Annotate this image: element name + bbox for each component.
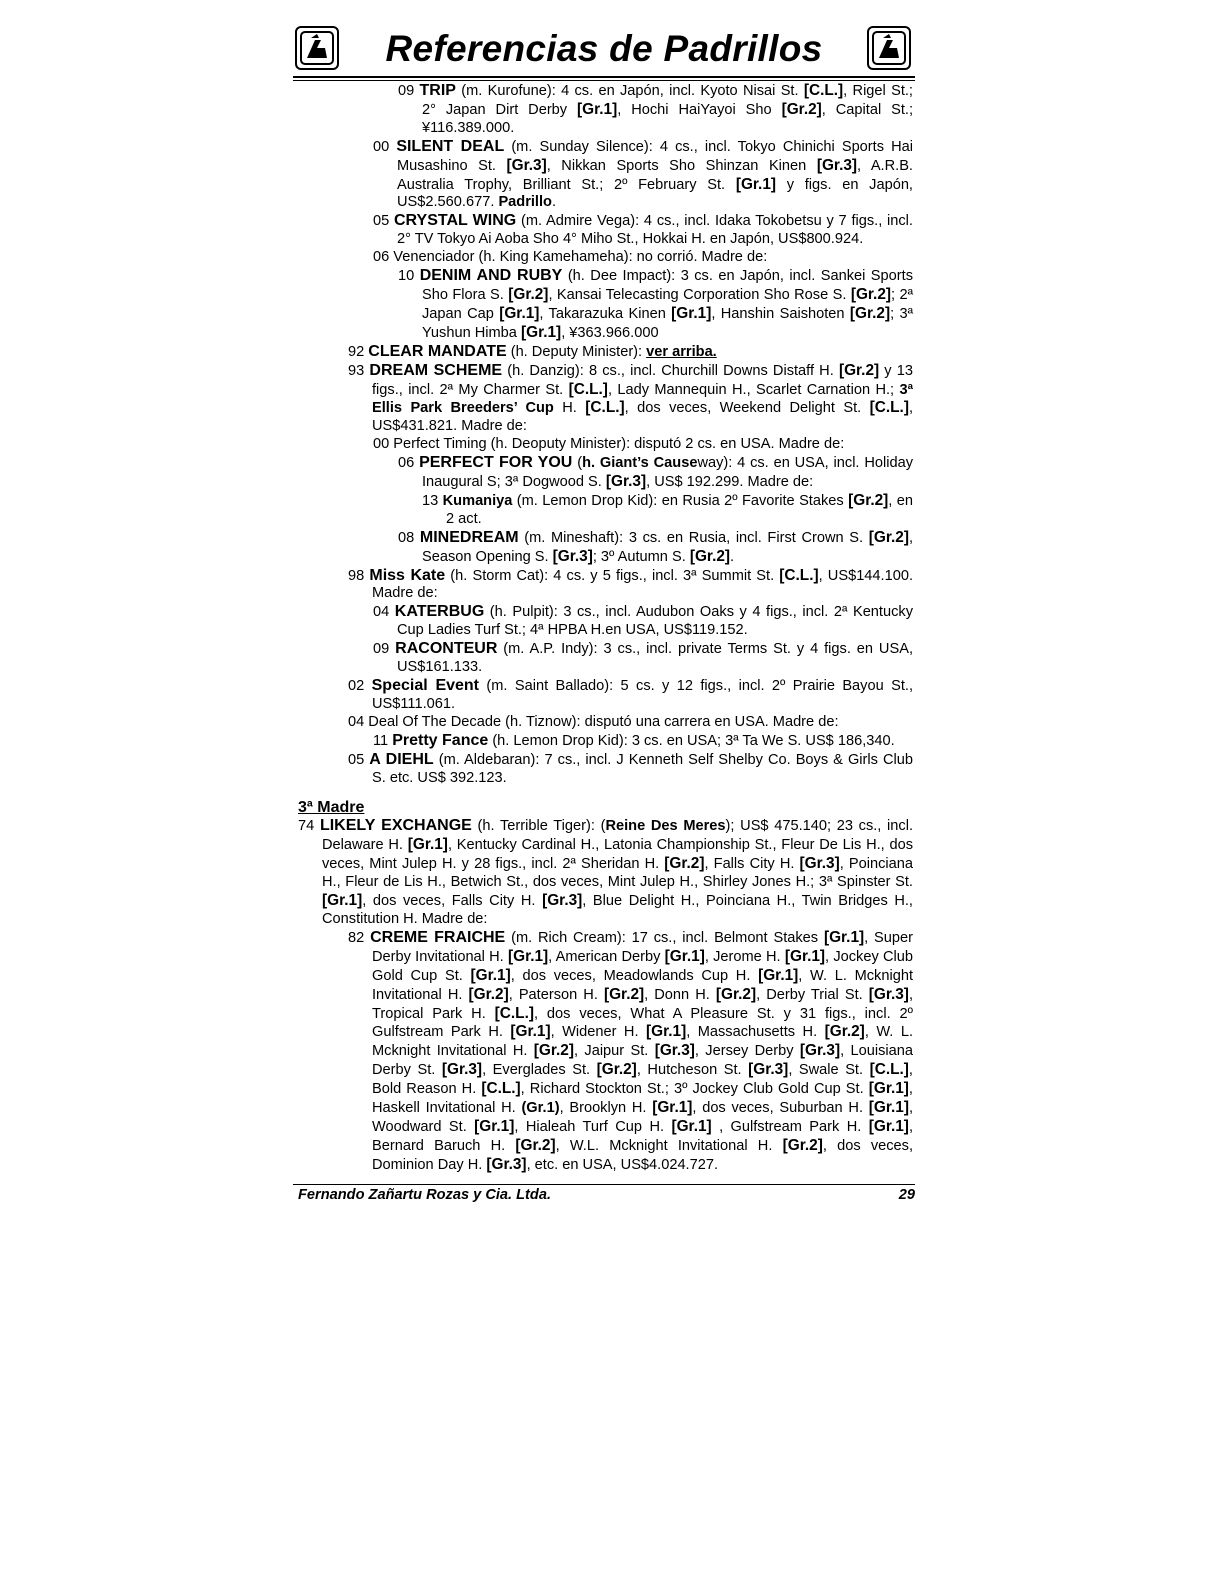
race-grade: [C.L.] (779, 566, 819, 584)
race-grade: [Gr.3] (605, 473, 647, 491)
horse-name: PERFECT FOR YOU (419, 454, 573, 472)
entry-text: , Blue Delight H., Poinciana H., Twin Bridges H., Constitution H. Madre de: (322, 893, 913, 927)
race-grade: [Gr.2] (508, 285, 549, 303)
entry-text: . (730, 548, 735, 565)
pedigree-entry (298, 603, 913, 640)
entry-text: , Bold Reason H. (372, 1062, 913, 1098)
race-grade: [Gr.3] (868, 985, 909, 1003)
entry-text: , Kentucky Cardinal H., Latonia Championship St., Fleur De Lis H., dos veces, Mint Julep H. y 28 figs., incl. 2ª Sheridan H. (322, 837, 913, 873)
race-grade: [Gr.1] (652, 1099, 693, 1117)
race-grade: [Gr.2] (850, 285, 892, 303)
entry-text: ); US$ 475.140; 23 cs., incl. Delaware H. (322, 818, 914, 854)
pedigree-list (298, 82, 913, 787)
race-grade: [Gr.1] (671, 304, 712, 322)
race-grade: [Gr.1] (407, 836, 448, 854)
entry-text: , dos veces, Meadowlands Cup H. (510, 967, 759, 984)
entry-text: , Hochi HaiYayoi Sho (617, 101, 782, 118)
entry-text: , Super Derby Invitational H. (372, 929, 913, 965)
entry-text: , Takarazuka Kinen (539, 305, 672, 322)
pedigree-entry (298, 677, 913, 714)
pedigree-entry (298, 249, 913, 267)
pedigree-entry (298, 343, 913, 362)
entry-text: , Tropical Park H. (372, 986, 913, 1022)
race-grade: [Gr.2] (596, 1061, 637, 1079)
entry-text: , Jockey Club Gold Cup St. (372, 948, 913, 984)
entry-text: (m. Mineshaft): 3 cs. en Rusia, incl. First Crown S. (518, 529, 869, 546)
entry-text: , dos veces, What A Pleasure St. y 31 figs., incl. 2º Gulfstream Park H. (372, 1005, 913, 1041)
page-header (293, 20, 915, 82)
race-grade: [C.L.] (568, 380, 608, 398)
race-grade: [Gr.2] (838, 361, 880, 379)
race-grade: [Gr.1] (507, 947, 549, 965)
footer-company: Fernando Zañartu Rozas y Cia. Ltda. (298, 1187, 551, 1203)
entry-year: 06 (373, 249, 394, 266)
entry-text: y 13 figs., incl. 2ª My Charmer St. (372, 362, 913, 398)
entry-text: , Brooklyn H. (559, 1100, 653, 1117)
race-grade: [C.L.] (585, 399, 625, 417)
entry-text: , dos veces, Weekend Delight St. (624, 400, 870, 417)
entry-text: , Bernard Baruch H. (372, 1118, 913, 1154)
entry-text: , dos veces, Falls City H. (362, 893, 543, 910)
race-grade: [Gr.3] (748, 1061, 789, 1079)
entry-text: (m. Admire Vega): 4 cs., incl. Idaka Tokobetsu y 7 figs., incl. 2° TV Tokyo Ai Aoba Sho 4° Miho St., Hokkai H. en Japón, US$800.924. (397, 213, 913, 248)
pedigree-entry (298, 732, 913, 751)
entry-text: (m. Saint Ballado): 5 cs. y 12 figs., incl. 2º Prairie Bayou St., US$111.061. (372, 678, 913, 712)
entry-text: , Widener H. (550, 1024, 646, 1041)
race-grade: [C.L.] (803, 82, 844, 99)
entry-year: 00 (373, 138, 397, 155)
entry-text: (h. Pulpit): 3 cs., incl. Audubon Oaks y 4 figs., incl. 2ª Kentucky Cup Ladies Turf St.; 4ª HPBA H.en USA, US$119.152. (397, 604, 913, 639)
footer-rule (293, 1184, 915, 1185)
pedigree-entry (298, 492, 913, 529)
race-grade: [Gr.2] (515, 1136, 556, 1154)
entry-year: 06 (398, 455, 420, 472)
entry-text: (m. Lemon Drop Kid): en Rusia 2º Favorite Stakes (512, 492, 849, 509)
entry-text: , dos veces, Dominion Day H. (372, 1137, 913, 1173)
race-grade: [Gr.1] (671, 1117, 712, 1135)
entry-text: , Haskell Invitational H. (372, 1081, 913, 1117)
race-grade: [Gr.3] (654, 1042, 695, 1060)
pedigree-entry (298, 714, 913, 732)
race-grade: [Gr.2] (781, 100, 822, 118)
race-grade: [Gr.1] (499, 304, 540, 322)
entry-text: , US$ 192.299. Madre de: (646, 474, 814, 491)
entry-text: , Jersey Derby (694, 1043, 800, 1060)
entry-text: , W. L. Mcknight Invitational H. (372, 1024, 914, 1060)
entry-text: , Hanshin Saishoten (711, 305, 850, 322)
race-grade: [Gr.2] (603, 985, 645, 1003)
document-body (298, 82, 913, 1175)
horse-name: DREAM SCHEME (369, 361, 503, 379)
race-grade: [Gr.2] (689, 547, 731, 565)
race-grade: [Gr.1] (735, 175, 777, 193)
entry-text: , Richard Stockton St.; 3º Jockey Club Gold Cup St. (520, 1081, 869, 1098)
entry-text: ver arriba. (646, 343, 717, 360)
entry-text: , Hutcheson St. (636, 1062, 749, 1079)
pedigree-entry (298, 454, 913, 492)
pedigree-entry (298, 640, 913, 677)
race-grade: [C.L.] (494, 1004, 534, 1022)
entry-text: , etc. en USA, US$4.024.727. (526, 1156, 719, 1173)
page-title: Referencias de Padrillos (385, 28, 823, 69)
race-grade: [Gr.3] (542, 892, 583, 910)
entry-year: 92 (348, 343, 369, 360)
pedigree-list (298, 817, 913, 1174)
entry-text: (h. Terrible Tiger): ( (471, 818, 606, 835)
entry-year: 04 (373, 604, 395, 621)
entry-year: 98 (348, 567, 370, 584)
entry-text: , Woodward St. (372, 1100, 914, 1135)
race-grade: [Gr.3] (506, 156, 547, 174)
entry-text: h. Giant’s Cause (582, 455, 698, 472)
entry-text: Deal Of The Decade (h. Tiznow): disputó una carrera en USA. Madre de: (368, 713, 839, 730)
race-grade: [Gr.1] (322, 892, 363, 910)
horse-name: A DIEHL (369, 750, 434, 768)
horse-name: SILENT DEAL (396, 137, 505, 155)
race-grade: [Gr.1] (474, 1117, 515, 1135)
race-grade: [Gr.2] (533, 1042, 574, 1060)
race-grade: [Gr.1] (784, 947, 826, 965)
entry-text: (m. Rich Cream): 17 cs., incl. Belmont Stakes (505, 929, 824, 946)
horse-name: CRYSTAL WING (394, 212, 517, 230)
entry-text: , Louisiana Derby St. (372, 1043, 913, 1079)
pedigree-entry (298, 751, 913, 788)
entry-text: , Kansai Telecasting Corporation Sho Rose S. (548, 286, 851, 303)
entry-text: , Capital St.; ¥116.389.000. (422, 101, 914, 136)
pedigree-entry (298, 138, 913, 213)
race-grade: [Gr.2] (468, 985, 509, 1003)
pedigree-entry (298, 436, 913, 454)
entry-text: , Donn H. (644, 986, 716, 1003)
entry-text: , Gulfstream Park H. (711, 1118, 869, 1135)
horse-name: Pretty Fance (392, 731, 489, 749)
entry-text: , Jerome H. (704, 948, 785, 965)
entry-text: , Falls City H. (704, 856, 800, 873)
entry-year: 02 (348, 678, 372, 694)
race-grade: [Gr.3] (441, 1061, 483, 1079)
entry-text: , Massachusetts H. (686, 1024, 825, 1041)
entry-text: , US$431.821. Madre de: (372, 400, 914, 435)
entry-year: 74 (298, 818, 320, 835)
entry-text: , Nikkan Sports Sho Shinzan Kinen (546, 157, 817, 174)
entry-text: . (551, 194, 557, 211)
entry-text: ; 3ª Yushun Himba (422, 305, 913, 341)
race-grade: [Gr.1] (758, 966, 799, 984)
entry-text: H. (553, 400, 586, 417)
race-grade: [Gr.2] (848, 491, 889, 509)
entry-text: Venenciador (h. King Kamehameha): no corrió. Madre de: (393, 249, 768, 266)
horse-name: CREME FRAICHE (370, 928, 506, 946)
entry-text: , dos veces, Suburban H. (692, 1100, 869, 1117)
entry-text: , Lady Mannequin H., Scarlet Carnation H.; (607, 381, 900, 398)
entry-text: , ¥363.966.000 (561, 324, 659, 341)
race-grade: [Gr.3] (816, 156, 858, 174)
entry-text: Reine Des Meres (605, 818, 726, 835)
entry-year: 05 (348, 751, 370, 768)
entry-text: (h. Dee Impact): 3 cs. en Japón, incl. Sankei Sports Sho Flora S. (422, 268, 913, 303)
race-grade: [Gr.1] (868, 1117, 909, 1135)
race-grade: [Gr.3] (799, 1042, 841, 1060)
entry-text: (h. Danzig): 8 cs., incl. Churchill Downs Distaff H. (502, 362, 839, 379)
entry-text: , Derby Trial St. (756, 986, 869, 1003)
race-grade: [C.L.] (869, 399, 909, 417)
section-title: 3ª Madre (298, 799, 365, 817)
entry-text: (m. Sunday Silence): 4 cs., incl. Tokyo Chinichi Sports Hai Musashino St. (397, 138, 913, 174)
entry-text: (m. A.P. Indy): 3 cs., incl. private Terms St. y 4 figs. en USA, US$161.133. (397, 641, 913, 676)
entry-text: (Gr.1) (521, 1100, 560, 1117)
entry-text: Padrillo (498, 194, 552, 211)
race-grade: [Gr.2] (782, 1136, 823, 1154)
pedigree-entry (298, 929, 913, 1175)
entry-text: (h. Deputy Minister): (506, 343, 647, 360)
horse-name: RACONTEUR (395, 640, 498, 658)
entry-text: y figs. en Japón, US$2.560.677. (397, 176, 913, 211)
race-grade: [Gr.3] (799, 855, 840, 873)
entry-year: 82 (348, 929, 371, 946)
entry-text: , W. L. Mcknight Invitational H. (372, 967, 914, 1003)
entry-year: 00 (373, 436, 394, 453)
entry-year: 05 (373, 213, 394, 230)
entry-text: (m. Aldebaran): 7 cs., incl. J Kenneth Self Shelby Co. Boys & Girls Club S. etc. US$ 392.123. (372, 751, 913, 786)
entry-year: 11 (373, 732, 393, 749)
horse-name: Special Event (371, 677, 480, 694)
pedigree-entry (298, 362, 913, 437)
race-grade: [Gr.3] (486, 1155, 527, 1173)
entry-year: 93 (348, 362, 370, 379)
entry-text: , Hialeah Turf Cup H. (514, 1118, 672, 1135)
entry-text: , Season Opening S. (422, 529, 914, 565)
entry-year: 13 (422, 492, 443, 509)
horse-name: KATERBUG (394, 603, 485, 621)
race-grade: [Gr.1] (577, 100, 618, 118)
entry-text: ; 2ª Japan Cap (422, 286, 913, 322)
horse-name: TRIP (419, 82, 456, 99)
race-grade: [Gr.1] (646, 1023, 687, 1041)
entry-year: 08 (398, 529, 420, 546)
entry-text: ( (572, 455, 583, 472)
entry-year: 09 (373, 641, 396, 658)
horse-name: CLEAR MANDATE (368, 342, 507, 360)
entry-year: 04 (348, 713, 369, 730)
pedigree-entry (298, 212, 913, 249)
entry-text: (h. Storm Cat): 4 cs. y 5 figs., incl. 3ª Summit St. (445, 567, 780, 584)
entry-text: , Swale St. (788, 1062, 870, 1079)
race-grade: [C.L.] (481, 1080, 521, 1098)
entry-text: ; 3º Autumn S. (592, 548, 690, 565)
race-grade: [Gr.3] (552, 547, 593, 565)
horse-name: Miss Kate (369, 566, 446, 584)
entry-text: , en 2 act. (446, 492, 913, 527)
entry-year: 09 (398, 83, 420, 99)
horse-logo-icon (867, 26, 911, 70)
horse-name: LIKELY EXCHANGE (319, 817, 472, 835)
entry-text: , Paterson H. (508, 986, 604, 1003)
entry-text: , Everglades St. (482, 1062, 597, 1079)
pedigree-entry (298, 817, 913, 928)
entry-text: (h. Lemon Drop Kid): 3 cs. en USA; 3ª Ta We S. US$ 186,340. (488, 732, 895, 749)
entry-text: , W.L. Mcknight Invitational H. (555, 1137, 783, 1154)
entry-year: 10 (398, 268, 420, 285)
race-grade: [Gr.1] (664, 947, 705, 965)
page-number: 29 (898, 1187, 915, 1203)
race-grade: [Gr.2] (715, 985, 757, 1003)
header-rule (293, 80, 915, 81)
horse-name: MINEDREAM (419, 528, 519, 546)
entry-text: Perfect Timing (h. Deoputy Minister): disputó 2 cs. en USA. Madre de: (393, 436, 845, 453)
entry-text: , Rigel St.; 2° Japan Dirt Derby (422, 83, 913, 118)
race-grade: [Gr.1] (868, 1080, 909, 1098)
header-rule (293, 76, 915, 78)
entry-text: Kumaniya (442, 492, 513, 509)
race-grade: [Gr.1] (520, 323, 562, 341)
pedigree-entry (298, 529, 913, 567)
race-grade: [Gr.1] (823, 928, 865, 946)
race-grade: [Gr.2] (664, 855, 705, 873)
race-grade: [C.L.] (869, 1061, 909, 1079)
race-grade: [Gr.2] (824, 1023, 865, 1041)
race-grade: [Gr.2] (849, 304, 891, 322)
entry-text: , Poinciana H., Fleur de Lis H., Betwich St., dos veces, Mint Julep H., Shirley Jones H.; 3ª Spinster St. (322, 856, 913, 891)
entry-text: 3ª Ellis Park Breeders’ Cup (372, 381, 913, 417)
race-grade: [Gr.1] (510, 1023, 551, 1041)
entry-text: , American Derby (548, 948, 665, 965)
entry-text: way): 4 cs. en USA, incl. Holiday Inaugural S; 3ª Dogwood S. (422, 455, 913, 491)
entry-text: (m. Kurofune): 4 cs. en Japón, incl. Kyoto Nisai St. (455, 83, 804, 99)
entry-text: , US$144.100. Madre de: (372, 567, 913, 602)
pedigree-entry (298, 567, 913, 604)
race-grade: [Gr.1] (470, 966, 511, 984)
race-grade: [Gr.2] (868, 528, 909, 546)
entry-text: , Jaipur St. (574, 1043, 655, 1060)
pedigree-entry (298, 267, 913, 343)
race-grade: [Gr.1] (868, 1099, 909, 1117)
horse-name: DENIM AND RUBY (419, 267, 563, 285)
pedigree-entry (298, 82, 913, 138)
entry-text: , A.R.B. Australia Trophy, Brilliant St.; 2º February St. (397, 157, 913, 193)
